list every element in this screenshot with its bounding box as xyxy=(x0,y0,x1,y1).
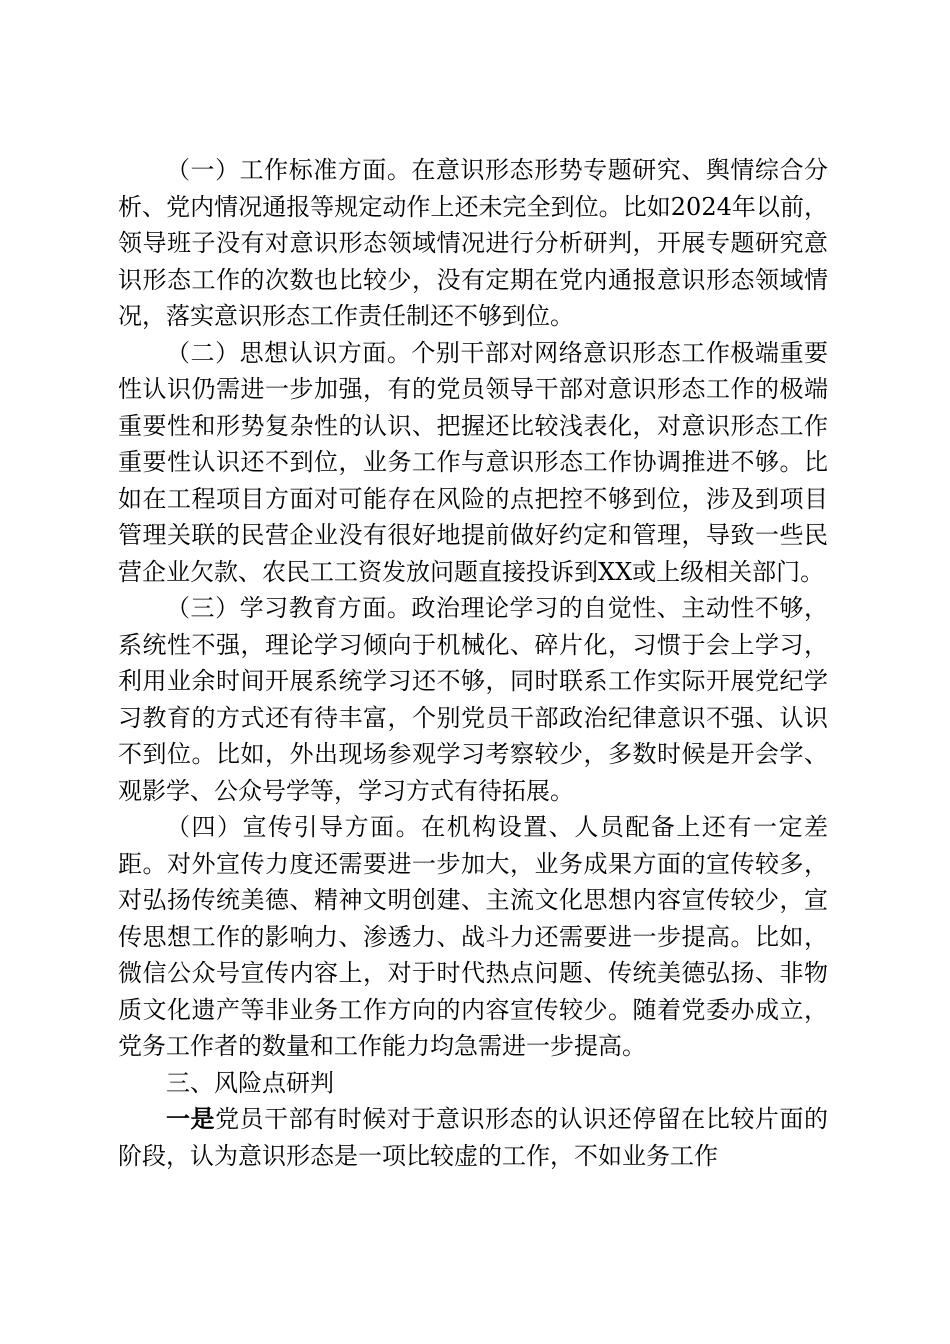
paragraph-ideological-awareness xyxy=(118,335,828,591)
paragraph-body: 在意识形态形势专题研究、舆情综合分析、党内情况通报等规定动作上还未完全到位。比如2024年以前，领导班子没有对意识形态领域情况进行分析研判，开展专题研究意识形态工作的次数也比较少，没有定期在党内通报意识形态领域情况，落实意识形态工作责任制还不够到位。 xyxy=(118,156,829,330)
section-title: 三、风险点研判 xyxy=(166,1068,334,1097)
paragraph-body: 在机构设置、人员配备上还有一定差距。对外宣传力度还需要进一步加大，业务成果方面的宣传较多，对弘扬传统美德、精神文明创建、主流文化思想内容宣传较少，宣传思想工作的影响力、渗透力、战斗力还需要进一步提高。比如，微信公众号宣传内容上，对于时代热点问题、传统美德弘扬、非物质文化遗产等非业务工作方向的内容宣传较少。随着党委办成立，党务工作者的数量和工作能力均急需进一步提高。 xyxy=(118,813,829,1060)
paragraph-heading: （四）宣传引导方面。 xyxy=(166,813,422,841)
paragraph-risk-first xyxy=(118,1101,828,1174)
paragraph-heading: （三）学习教育方面。 xyxy=(166,594,412,622)
paragraph-work-standard xyxy=(118,152,828,335)
paragraph-heading: （二）思想认识方面。 xyxy=(166,338,412,367)
paragraph-publicity-guidance xyxy=(118,809,828,1065)
paragraph-study-education xyxy=(118,590,828,809)
paragraph-heading: （一）工作标准方面。 xyxy=(166,156,412,184)
paragraph-body: 政治理论学习的自觉性、主动性不够，系统性不强，理论学习倾向于机械化、碎片化，习惯于会上学习，利用业余时间开展系统学习还不够，同时联系工作实际开展党纪学习教育的方式还有待丰富，个别党员干部政治纪律意识不强、认识不到位。比如，外出现场参观学习考察较少，多数时候是开会学、观影学、公众号学等，学习方式有待拓展。 xyxy=(118,594,829,805)
paragraph-body: 党员干部有时候对于意识形态的认识还停留在比较片面的阶段，认为意识形态是一项比较虚的工作，不如业务工作 xyxy=(118,1105,828,1170)
paragraph-lead: 一是 xyxy=(166,1105,216,1133)
document-page xyxy=(118,152,828,1174)
paragraph-body: 个别干部对网络意识形态工作极端重要性认识仍需进一步加强，有的党员领导干部对意识形态工作的极端重要性和形势复杂性的认识、把握还比较浅表化，对意识形态工作重要性认识还不到位，业务工作与意识形态工作协调推进不够。比如在工程项目方面对可能存在风险的点把控不够到位，涉及到项目管理关联的民营企业没有很好地提前做好约定和管理，导致一些民营企业欠款、农民工工资发放问题直接投诉到XX或上级相关部门。 xyxy=(118,338,829,586)
